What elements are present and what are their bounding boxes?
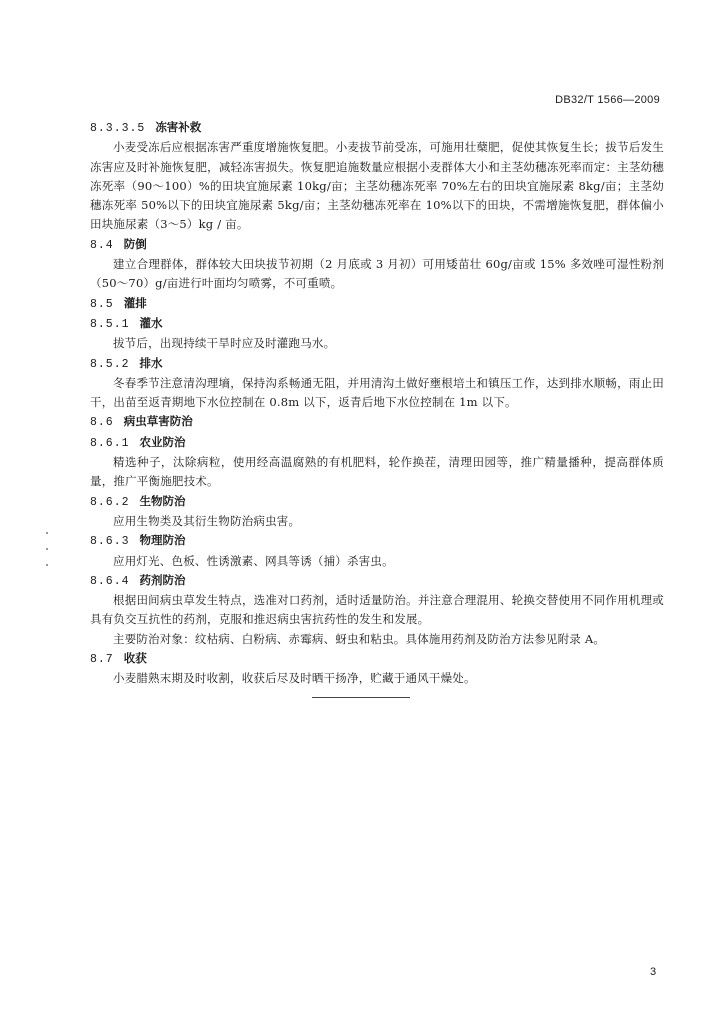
- section-heading: [90, 492, 664, 512]
- section-number: 8.5.1: [90, 317, 130, 331]
- section-number: 8.3.3.5: [90, 122, 146, 135]
- section-title: 排水: [139, 355, 163, 370]
- section-heading: [90, 118, 664, 138]
- section-heading: [90, 531, 664, 551]
- body-paragraph: 应用生物类及其衍生物防治病虫害。: [113, 513, 301, 528]
- section-heading: [90, 433, 664, 453]
- section-number: 8.6: [90, 416, 114, 430]
- body-paragraph: 冬春季节注意清沟理墒，保持沟系畅通无阻，并用清沟土做好壅根培土和镇压工作，达到排水顺畅，雨止田干，出苗至返青期地下水位控制在 0.8m 以下，返青后地下水位控制在 1m 以下。: [90, 375, 664, 410]
- body-paragraph: 应用灯光、色板、性诱激素、网具等诱（捕）杀害虫。: [113, 553, 394, 568]
- scan-margin-marks: [44, 532, 50, 582]
- section-number: 8.5: [90, 297, 114, 311]
- section-number: 8.6.3: [90, 535, 130, 549]
- body-paragraph: 拔节后，出现持续干旱时应及时灌跑马水。: [113, 336, 336, 351]
- section-title: 药剂防治: [139, 572, 186, 587]
- body-paragraph: 小麦受冻后应根据冻害严重度增施恢复肥。小麦拔节前受冻，可施用壮蘖肥，促使其恢复生长；拔节后发生冻害应及时补施恢复肥，减轻冻害损失。恢复肥追施数量应根据小麦群体大小和主茎幼穗冻死率而定：主茎幼穗冻死率（90～100）%的田块宜施尿素 10kg/亩；主茎幼穗冻死率 70%左右的田块宜施尿素 8kg/亩；主茎幼穗冻死率 50%以下的田块宜施尿素 5kg/亩；主茎幼穗冻死率在 10%以下的田块，不需增施恢复肥，群体偏小田块施尿素（3～5）kg / 亩。: [90, 140, 664, 232]
- section-heading: [90, 354, 664, 374]
- section-title: 病虫草害防治: [123, 414, 193, 429]
- section-title: 收获: [123, 651, 147, 666]
- section-number: 8.4: [90, 238, 114, 252]
- section-title: 灌水: [139, 315, 163, 330]
- section-number: 8.5.2: [90, 357, 130, 371]
- section-heading: [90, 314, 664, 334]
- body-paragraph: 根据田间病虫草发生特点，选准对口药剂，适时适量防治。并注意合理混用、轮换交替使用不同作用机理或具有负交互抗性的药剂，克服和推迟病虫害抗药性的发生和发展。: [90, 593, 664, 627]
- section-title: 灌排: [123, 295, 147, 310]
- section-heading: [90, 571, 664, 591]
- document-code: DB32/T 1566—2009: [555, 94, 660, 106]
- body-paragraph: 精选种子，汰除病粒，使用经高温腐熟的有机肥料，轮作换茬，清理田园等，推广精量播种，提高群体质量，推广平衡施肥技术。: [90, 455, 664, 489]
- document-body: [90, 118, 664, 689]
- body-paragraph: 主要防治对象：纹枯病、白粉病、赤霉病、蚜虫和粘虫。具体施用药剂及防治方法参见附录 A。: [113, 631, 606, 646]
- section-title: 防倒: [123, 236, 147, 251]
- section-title: 生物防治: [139, 493, 186, 508]
- section-heading: [90, 235, 664, 255]
- section-number: 8.6.4: [90, 574, 130, 588]
- section-heading: [90, 649, 664, 669]
- section-number: 8.6.1: [90, 436, 130, 450]
- body-paragraph: 建立合理群体，群体较大田块拔节初期（2 月底或 3 月初）可用矮苗壮 60g/亩或 15% 多效唑可湿性粉剂（50～70）g/亩进行叶面均匀喷雾，不可重喷。: [90, 257, 664, 291]
- end-divider: [312, 697, 410, 698]
- section-number: 8.7: [90, 653, 114, 667]
- section-heading: [90, 294, 664, 314]
- section-title: 农业防治: [139, 434, 186, 449]
- section-title: 冻害补救: [155, 120, 202, 134]
- page-number: 3: [650, 966, 657, 978]
- body-paragraph: 小麦腊熟末期及时收割，收获后尽及时晒干扬净，贮藏于通风干燥处。: [113, 671, 476, 686]
- section-number: 8.6.2: [90, 495, 130, 509]
- section-heading: [90, 412, 664, 432]
- section-title: 物理防治: [139, 533, 186, 548]
